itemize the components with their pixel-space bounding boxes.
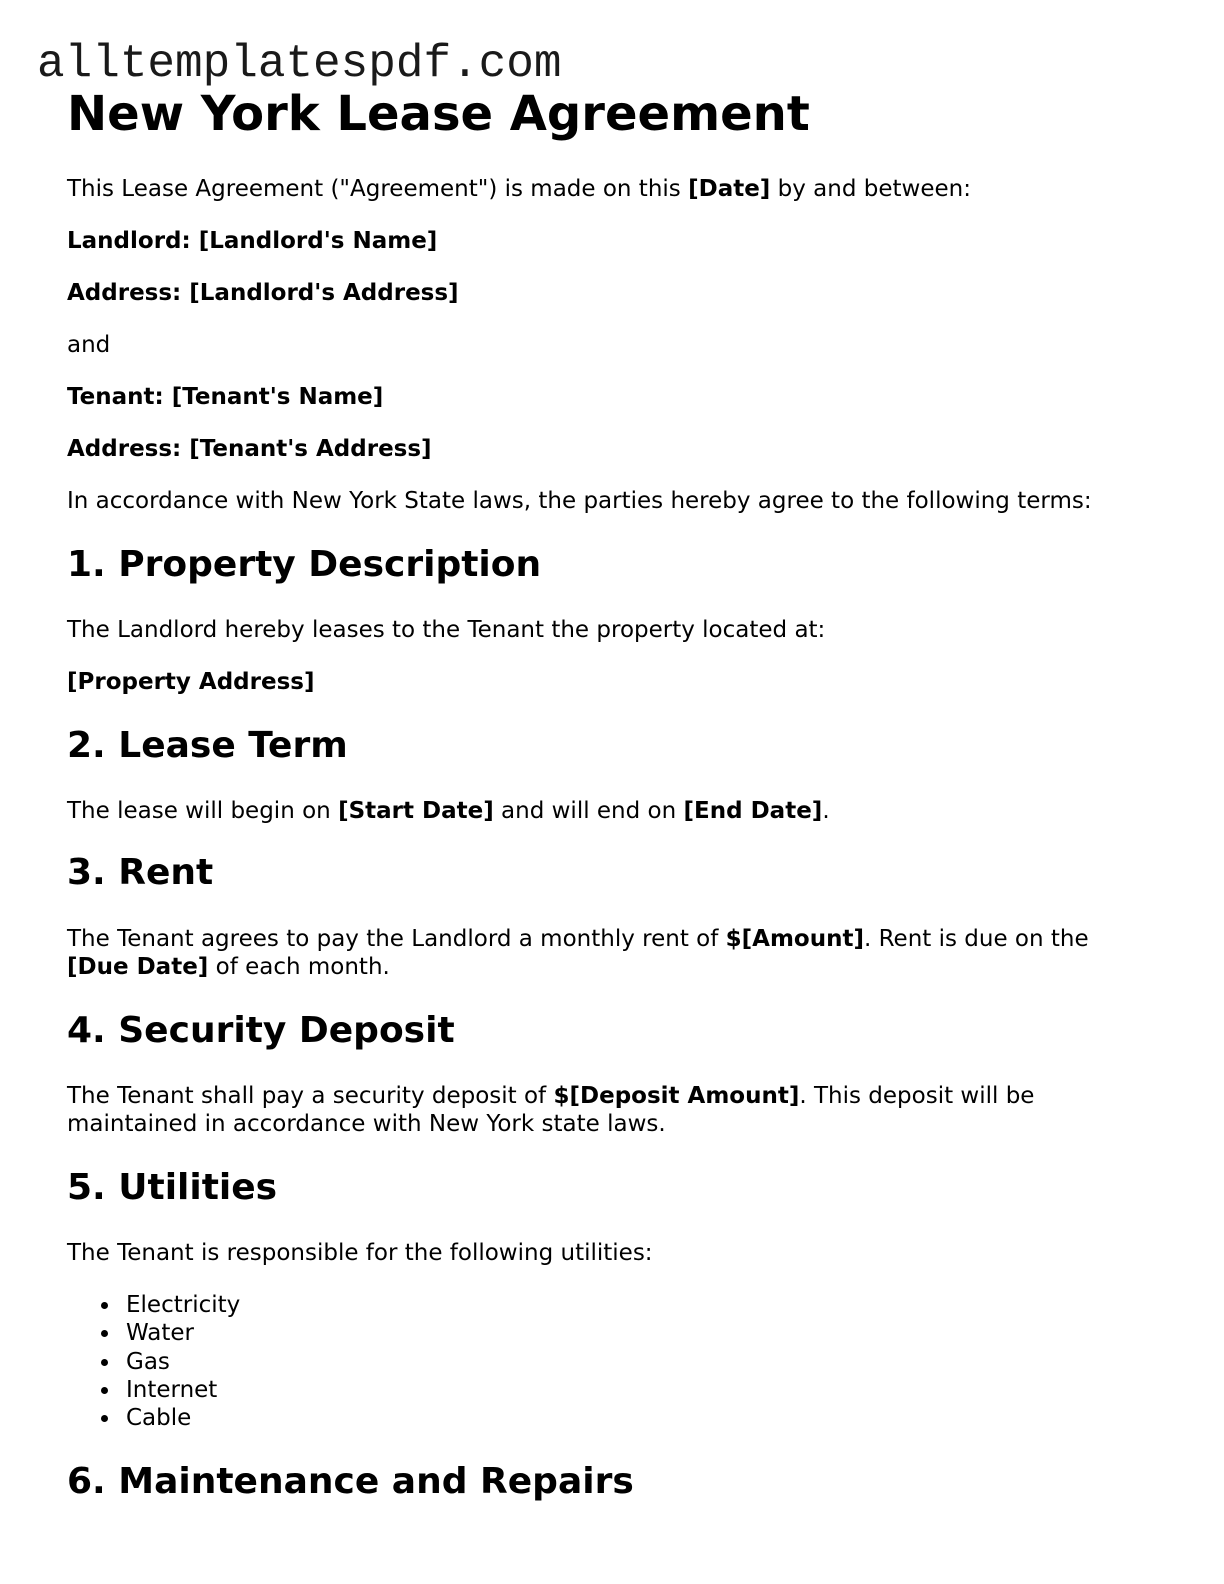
term-end-date: [End Date] xyxy=(683,798,823,824)
intro-prefix: This Lease Agreement ("Agreement") is made on this xyxy=(67,176,689,202)
watermark: alltemplatespdf.com xyxy=(37,38,562,90)
rent-line-2 xyxy=(67,953,390,982)
heading-property-description: 1. Property Description xyxy=(67,544,542,585)
rent-due-date: [Due Date] xyxy=(67,954,209,980)
heading-security-deposit: 4. Security Deposit xyxy=(67,1010,455,1051)
property-text: The Landlord hereby leases to the Tenant the property located at: xyxy=(67,617,826,643)
landlord-name: Landlord: [Landlord's Name] xyxy=(67,228,438,254)
list-item: Gas xyxy=(126,1348,240,1376)
property-address: [Property Address] xyxy=(67,669,315,695)
rent-line-1 xyxy=(67,925,1089,954)
heading-rent: 3. Rent xyxy=(67,852,214,893)
deposit-prefix: The Tenant shall pay a security deposit of xyxy=(67,1083,554,1109)
heading-utilities: 5. Utilities xyxy=(67,1167,278,1208)
lease-term-paragraph xyxy=(67,797,830,826)
heading-maintenance-repairs: 6. Maintenance and Repairs xyxy=(67,1461,634,1502)
deposit-line-2: maintained in accordance with New York state laws. xyxy=(67,1111,666,1137)
tenant-name: Tenant: [Tenant's Name] xyxy=(67,384,384,410)
accordance-paragraph: In accordance with New York State laws, the parties hereby agree to the following terms: xyxy=(67,488,1092,514)
list-item: Internet xyxy=(126,1376,240,1404)
term-prefix: The lease will begin on xyxy=(67,798,339,824)
deposit-amount: $[Deposit Amount] xyxy=(553,1083,800,1109)
intro-paragraph xyxy=(67,175,971,204)
intro-date: [Date] xyxy=(688,176,771,202)
list-item: Electricity xyxy=(126,1292,241,1318)
term-start-date: [Start Date] xyxy=(338,798,494,824)
document-title: New York Lease Agreement xyxy=(67,86,810,142)
utilities-list xyxy=(67,1291,240,1432)
utilities-text: The Tenant is responsible for the following utilities: xyxy=(67,1240,653,1266)
tenant-address: Address: [Tenant's Address] xyxy=(67,436,432,462)
deposit-line-1 xyxy=(67,1082,1034,1111)
landlord-address: Address: [Landlord's Address] xyxy=(67,280,459,306)
deposit-suffix: . This deposit will be xyxy=(799,1083,1035,1109)
rent-suffix: of each month. xyxy=(208,954,390,980)
rent-amount: $[Amount] xyxy=(725,926,864,952)
list-item: Water xyxy=(126,1319,240,1347)
term-suffix: . xyxy=(822,798,830,824)
rent-middle: . Rent is due on the xyxy=(863,926,1089,952)
list-item: Cable xyxy=(126,1404,240,1432)
heading-lease-term: 2. Lease Term xyxy=(67,725,348,766)
rent-prefix: The Tenant agrees to pay the Landlord a monthly rent of xyxy=(67,926,726,952)
and-text: and xyxy=(67,332,111,358)
intro-suffix: by and between: xyxy=(770,176,971,202)
term-middle: and will end on xyxy=(493,798,684,824)
